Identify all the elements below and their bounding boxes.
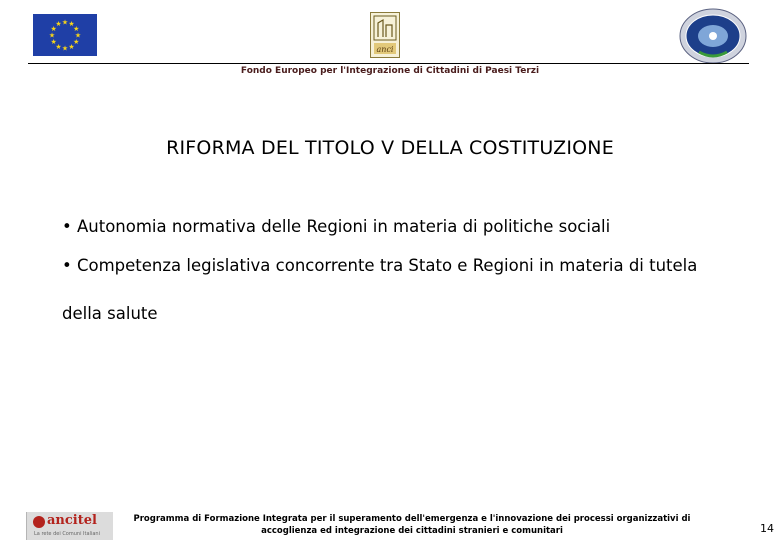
eu-star-icon: ★	[61, 44, 69, 53]
program-line-1: Programma di Formazione Integrata per il superamento dell'emergenza e l'innovazione dei processi organizzativi di	[133, 514, 691, 524]
ancitel-logo-text: ancitel	[47, 513, 97, 528]
slide-title: RIFORMA DEL TITOLO V DELLA COSTITUZIONE	[166, 137, 614, 159]
program-line-2: accoglienza ed integrazione dei cittadini stranieri e comunitari	[261, 526, 563, 536]
eu-star-icon: ★	[68, 42, 75, 51]
ancitel-logo	[26, 512, 113, 540]
eu-star-icon: ★	[73, 25, 80, 33]
page-number: 14	[760, 522, 774, 535]
ancitel-mark-icon	[33, 516, 45, 528]
eu-star-icon: ★	[73, 38, 80, 46]
ancitel-tagline: La rete dei Comuni Italiani	[34, 531, 100, 537]
eu-star-icon: ★	[55, 20, 62, 29]
header-divider	[28, 63, 749, 64]
eu-star-icon: ★	[61, 18, 69, 27]
anci-logo-icon	[370, 12, 400, 58]
bullet-continuation: della salute	[62, 304, 158, 323]
fund-name: Fondo Europeo per l'Integrazione di Cittadini di Paesi Terzi	[240, 66, 540, 76]
eu-star-icon: ★	[48, 31, 56, 40]
eu-star-icon: ★	[68, 20, 75, 29]
bullet-item: • Autonomia normativa delle Regioni in materia di politiche sociali	[62, 217, 611, 236]
eu-star-icon: ★	[50, 38, 57, 46]
program-description	[132, 513, 692, 537]
svg-text:anci: anci	[376, 45, 394, 54]
bullet-text: • Competenza legislativa concorrente tra Stato e Regioni in materia di tutela	[62, 256, 698, 275]
eu-star-icon: ★	[55, 42, 62, 51]
bullet-item	[62, 253, 762, 326]
seal-icon	[679, 8, 747, 64]
bullet-list	[62, 214, 762, 326]
eu-star-icon: ★	[74, 31, 82, 40]
eu-star-icon: ★	[50, 25, 57, 33]
eu-flag-icon	[33, 14, 97, 56]
